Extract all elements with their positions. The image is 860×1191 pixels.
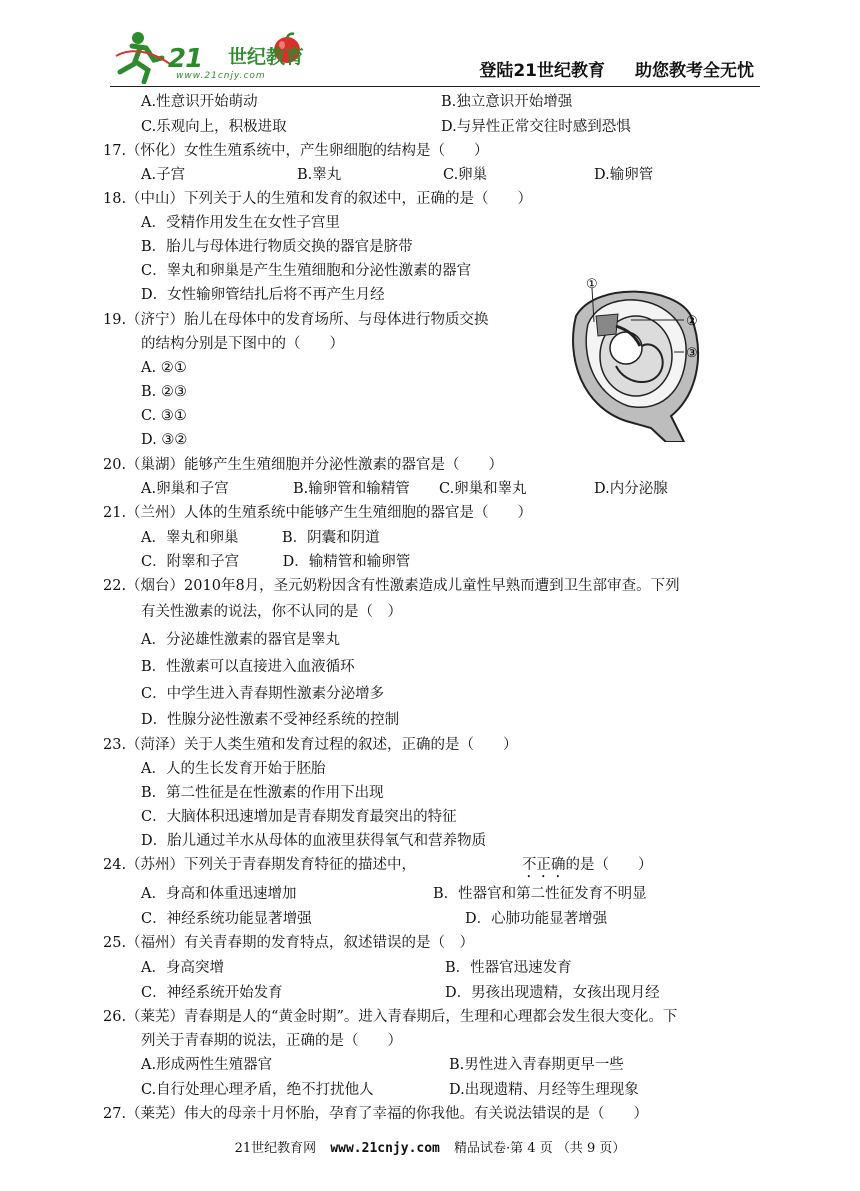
q24-emphasis: 不正确 <box>522 857 566 873</box>
answer-option: C．附睾和子宫 D．输精管和输卵管 <box>141 554 411 570</box>
answer-option: 的结构分别是下图中的（ ） <box>141 336 344 352</box>
slogan-motto: 助您教考全无忧 <box>635 61 754 81</box>
answer-option: D.与异性正常交往时感到恐惧 <box>441 119 631 135</box>
answer-option: C. ③① <box>141 408 187 424</box>
answer-option: B.睾丸 <box>297 167 342 183</box>
answer-option: A．睾丸和卵巢 B．阴囊和阴道 <box>141 530 380 546</box>
answer-option: C.卵巢 <box>443 167 488 183</box>
slogan-login[interactable]: 登陆21世纪教育 <box>479 61 605 81</box>
answer-option: A.形成两性生殖器官 <box>141 1057 273 1073</box>
answer-option: 有关性激素的说法，你不认同的是（ ） <box>141 604 402 620</box>
question-stem: 21.（兰州）人体的生殖系统中能够产生生殖细胞的器官是（ ） <box>103 505 533 521</box>
question-stem: 22.（烟台）2010年8月，圣元奶粉因含有性激素造成儿童性早熟而遭到卫生部审查。下列 <box>103 578 680 594</box>
footer-site: 21世纪教育网 <box>234 1141 317 1156</box>
answer-option: D. ③② <box>141 432 188 448</box>
answer-option: D．心肺功能显著增强 <box>465 911 608 927</box>
answer-option: D．胎儿通过羊水从母体的血液里获得氧气和营养物质 <box>141 833 487 849</box>
answer-option: C.卵巢和睾丸 <box>439 481 527 497</box>
q24-continuation <box>522 855 653 881</box>
answer-option: B.独立意识开始增强 <box>441 94 573 110</box>
question-stem: 25.（福州）有关青春期的发育特点，叙述错误的是（ ） <box>103 935 475 951</box>
question-stem: 27.（莱芜）伟大的母亲十月怀胎，孕育了幸福的你我他。有关说法错误的是（ ） <box>103 1106 649 1122</box>
answer-option: C．神经系统功能显著增强 <box>141 911 312 927</box>
logo-url: www.21cnjy.com <box>176 71 266 81</box>
logo-number: 21 <box>168 44 203 74</box>
answer-option: B. ②③ <box>141 384 187 400</box>
question-stem: 20.（巢湖）能够产生生殖细胞并分泌性激素的器官是（ ） <box>103 457 504 473</box>
answer-option: C.乐观向上，积极进取 <box>141 119 287 135</box>
answer-option: B．第二性征是在性激素的作用下出现 <box>141 785 384 801</box>
answer-option: A. ②① <box>141 360 187 376</box>
label-2: ② <box>686 314 698 329</box>
footer-page: 精品试卷·第 4 页 （共 9 页） <box>454 1141 626 1156</box>
label-3: ③ <box>686 346 698 361</box>
answer-option: B.男性进入青春期更早一些 <box>449 1057 624 1073</box>
answer-option: C.自行处理心理矛盾，绝不打扰他人 <box>141 1082 374 1098</box>
answer-option: D.内分泌腺 <box>594 481 668 497</box>
answer-option: C．大脑体积迅速增加是青春期发育最突出的特征 <box>141 809 457 825</box>
answer-option: B．胎儿与母体进行物质交换的器官是脐带 <box>141 239 413 255</box>
answer-option: C．神经系统开始发育 <box>141 985 283 1001</box>
answer-option: D．性腺分泌性激素不受神经系统的控制 <box>141 712 400 728</box>
answer-option: A.卵巢和子宫 <box>141 481 229 497</box>
answer-option: B.输卵管和输精管 <box>293 481 410 497</box>
answer-option: 列关于青春期的说法，正确的是（ ） <box>141 1033 402 1049</box>
question-stem: 24.（苏州）下列关于青春期发育特征的描述中， <box>103 857 417 873</box>
answer-option: B．性器官和第二性征发育不明显 <box>433 886 647 902</box>
answer-option: C．睾丸和卵巢是产生生殖细胞和分泌性激素的器官 <box>141 263 472 279</box>
answer-option: D.出现遗精、月经等生理现象 <box>449 1082 639 1098</box>
question-stem: 17.（怀化）女性生殖系统中，产生卵细胞的结构是（ ） <box>103 143 489 159</box>
answer-option: A.子宫 <box>141 167 186 183</box>
answer-option: B．性激素可以直接进入血液循环 <box>141 659 355 675</box>
answer-option: D．女性输卵管结扎后将不再产生月经 <box>141 287 385 303</box>
footer-url[interactable]: www.21cnjy.com <box>330 1141 440 1156</box>
answer-option: B．性器官迅速发育 <box>445 960 572 976</box>
answer-option: D.输卵管 <box>594 167 654 183</box>
question-stem: 26.（莱芜）青春期是人的“黄金时期”。进入青春期后，生理和心理都会发生很大变化。下 <box>103 1009 678 1025</box>
page-footer <box>0 1137 860 1156</box>
answer-option: D．男孩出现遗精，女孩出现月经 <box>445 985 660 1001</box>
logo-title: 世纪教育 <box>228 46 305 68</box>
question-stem: 18.（中山）下列关于人的生殖和发育的叙述中，正确的是（ ） <box>103 191 533 207</box>
answer-option: A．身高突增 <box>141 960 224 976</box>
fetus-uterus-diagram <box>556 276 716 442</box>
answer-option: A．人的生长发育开始于胚胎 <box>141 761 326 777</box>
answer-option: A．分泌雄性激素的器官是睾丸 <box>141 632 340 648</box>
question-stem: 23.（菏泽）关于人类生殖和发育过程的叙述，正确的是（ ） <box>103 737 518 753</box>
answer-option: A．受精作用发生在女性子宫里 <box>141 215 340 231</box>
label-1: ① <box>586 277 598 292</box>
answer-option: A．身高和体重迅速增加 <box>141 886 297 902</box>
q24-tail: 的是（ ） <box>565 857 653 873</box>
answer-option: C．中学生进入青春期性激素分泌增多 <box>141 686 385 702</box>
answer-option: A.性意识开始萌动 <box>141 94 258 110</box>
question-stem: 19.（济宁）胎儿在母体中的发育场所、与母体进行物质交换 <box>103 312 489 328</box>
